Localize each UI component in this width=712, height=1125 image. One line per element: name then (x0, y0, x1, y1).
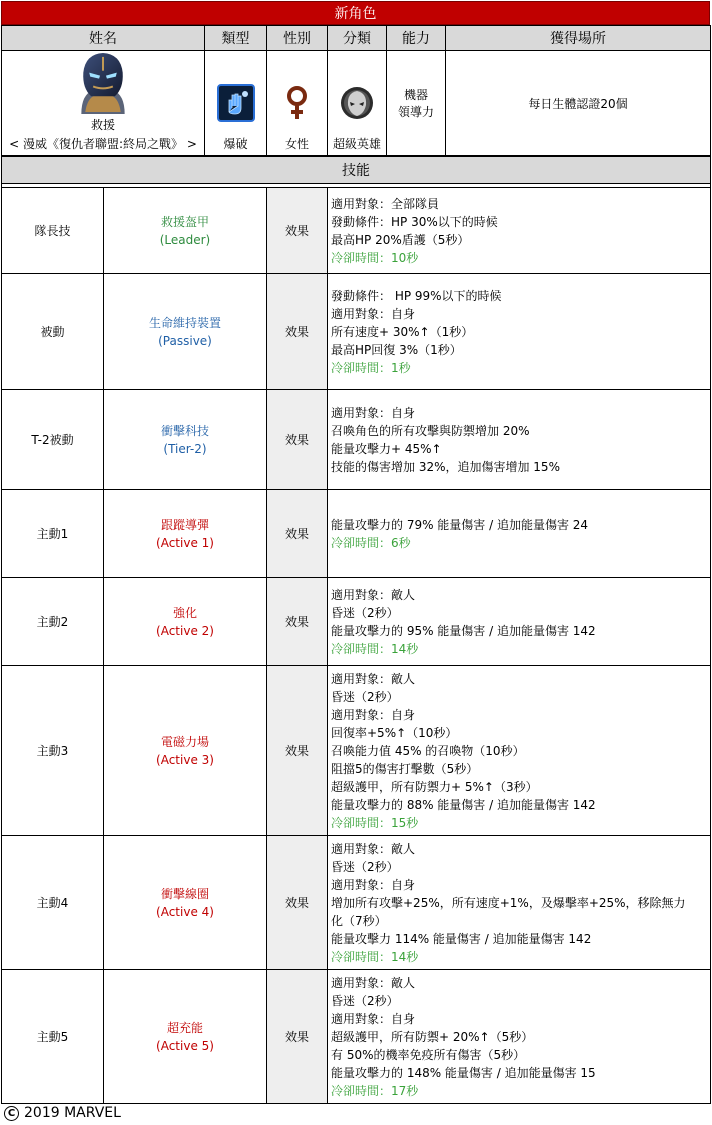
skill-cooldown: 冷卻時間：6秒 (331, 535, 411, 550)
skill-line: 昏迷（2秒） (331, 605, 399, 620)
rescue-helmet-portrait (71, 51, 135, 114)
skill-effect-label: 效果 (267, 390, 328, 490)
character-row (2, 51, 711, 156)
skill-tier: (Active 2) (156, 623, 214, 638)
skill-description (328, 390, 711, 490)
skill-name-cell (104, 970, 267, 1104)
skill-name: 電磁力場 (160, 734, 209, 749)
gender-label: 女性 (284, 137, 309, 151)
skill-row (2, 836, 711, 970)
skill-row (2, 666, 711, 836)
skill-line: 最高HP 20%盾護（5秒） (331, 232, 470, 247)
skill-line: 適用對象：敵人 (331, 975, 416, 990)
skill-line: 能量攻擊力的 88% 能量傷害 / 追加能量傷害 142 (331, 797, 596, 812)
name-cell (2, 51, 205, 156)
skill-line: 適用對象：自身 (331, 306, 416, 321)
skill-effect-label: 效果 (267, 836, 328, 970)
skill-line: 召喚能力值 45% 的召喚物（10秒） (331, 743, 525, 758)
skill-tier: (Leader) (159, 232, 211, 247)
header-type: 類型 (205, 26, 267, 51)
skill-name: 強化 (172, 605, 197, 620)
skill-line: 昏迷（2秒） (331, 993, 399, 1008)
skills-body (2, 188, 711, 1104)
ability-line-1: 機器 (403, 88, 428, 102)
skill-line: 發動條件： HP 99%以下的時候 (331, 288, 502, 303)
skills-table (1, 156, 711, 1104)
skill-name: 救援盔甲 (160, 214, 209, 229)
skill-effect-label: 效果 (267, 578, 328, 666)
skill-effect-label: 效果 (267, 490, 328, 578)
skill-line: 化（7秒） (331, 913, 387, 928)
skill-tier: (Tier-2) (163, 441, 207, 456)
skill-row (2, 490, 711, 578)
skill-kind: 隊長技 (2, 188, 104, 274)
character-sheet (1, 1, 710, 1104)
female-symbol-icon (282, 85, 312, 121)
skill-line: 適用對象：敵人 (331, 587, 416, 602)
skill-kind: 主動2 (2, 578, 104, 666)
skill-description (328, 970, 711, 1104)
skill-cooldown: 冷卻時間：14秒 (331, 949, 419, 964)
skill-line: 回復率+5%↑（10秒） (331, 725, 458, 740)
skill-line: 能量攻擊力 114% 能量傷害 / 追加能量傷害 142 (331, 931, 592, 946)
skill-line: 技能的傷害增加 32%，追加傷害增加 15% (331, 459, 560, 474)
skill-line: 阻擋5的傷害打擊數（5秒） (331, 761, 479, 776)
skill-name-cell (104, 490, 267, 578)
skill-line: 適用對象：自身 (331, 1011, 416, 1026)
ability-line-2: 領導力 (397, 105, 434, 119)
header-category: 分類 (328, 26, 387, 51)
skill-cooldown: 冷卻時間：10秒 (331, 250, 419, 265)
category-cell (328, 51, 387, 156)
skill-line: 昏迷（2秒） (331, 859, 399, 874)
skill-name-cell (104, 390, 267, 490)
skill-name: 超充能 (166, 1020, 203, 1035)
skill-tier: (Passive) (158, 333, 212, 348)
info-table (1, 25, 711, 156)
header-name: 姓名 (2, 26, 205, 51)
header-obtain: 獲得場所 (446, 26, 711, 51)
skill-effect-label: 效果 (267, 274, 328, 390)
skill-kind: T-2被動 (2, 390, 104, 490)
skill-kind: 被動 (2, 274, 104, 390)
skill-line: 增加所有攻擊+25%，所有速度+1%，及爆擊率+25%，移除無力 (331, 895, 686, 910)
skill-name: 跟蹤導彈 (160, 517, 209, 532)
skill-kind: 主動4 (2, 836, 104, 970)
skill-description (328, 188, 711, 274)
category-label: 超級英雄 (332, 137, 381, 151)
skills-title: 技能 (2, 157, 711, 184)
character-name: 救援 (90, 118, 115, 132)
type-label: 爆破 (223, 137, 248, 151)
header-gender: 性別 (267, 26, 328, 51)
skill-line: 能量攻擊力+ 45%↑ (331, 441, 442, 456)
skill-effect-label: 效果 (267, 188, 328, 274)
footer-text: 2019 MARVEL (24, 1105, 121, 1121)
skill-kind: 主動3 (2, 666, 104, 836)
skill-line: 適用對象：全部隊員 (331, 196, 440, 211)
skill-name-cell (104, 274, 267, 390)
skill-row (2, 390, 711, 490)
skill-name-cell (104, 836, 267, 970)
type-cell (205, 51, 267, 156)
skill-tier: (Active 3) (156, 752, 214, 767)
skill-row (2, 970, 711, 1104)
character-source: < 漫威《復仇者聯盟:終局之戰》 > (9, 137, 197, 151)
skill-description (328, 274, 711, 390)
skill-line: 適用對象：自身 (331, 877, 416, 892)
skill-description (328, 666, 711, 836)
skill-kind: 主動1 (2, 490, 104, 578)
skill-tier: (Active 1) (156, 535, 214, 550)
skill-line: 超級護甲，所有防禦+ 20%↑（5秒） (331, 1029, 534, 1044)
skill-effect-label: 效果 (267, 666, 328, 836)
skill-cooldown: 冷卻時間：1秒 (331, 360, 411, 375)
skill-line: 適用對象：自身 (331, 405, 416, 420)
skill-name: 生命維持裝置 (148, 315, 221, 330)
skill-row (2, 578, 711, 666)
skill-line: 昏迷（2秒） (331, 689, 399, 704)
skill-line: 能量攻擊力的 148% 能量傷害 / 追加能量傷害 15 (331, 1065, 596, 1080)
skill-line: 發動條件：HP 30%以下的時候 (331, 214, 498, 229)
skill-cooldown: 冷卻時間：14秒 (331, 641, 419, 656)
skill-tier: (Active 4) (156, 904, 214, 919)
ability-cell (387, 51, 446, 156)
skill-cooldown: 冷卻時間：17秒 (331, 1083, 419, 1098)
skill-name-cell (104, 188, 267, 274)
gender-cell (267, 51, 328, 156)
copyright-footer (4, 1105, 121, 1121)
skill-effect-label: 效果 (267, 970, 328, 1104)
skill-cooldown: 冷卻時間：15秒 (331, 815, 419, 830)
skill-line: 能量攻擊力的 79% 能量傷害 / 追加能量傷害 24 (331, 517, 589, 532)
skill-name-cell (104, 578, 267, 666)
skill-line: 能量攻擊力的 95% 能量傷害 / 追加能量傷害 142 (331, 623, 596, 638)
skill-line: 最高HP回復 3%（1秒） (331, 342, 462, 357)
header-ability: 能力 (387, 26, 446, 51)
hero-mask-icon (339, 85, 375, 121)
skill-line: 超級護甲，所有防禦力+ 5%↑（3秒） (331, 779, 538, 794)
skill-description (328, 836, 711, 970)
skill-line: 適用對象：自身 (331, 707, 416, 722)
skill-row (2, 274, 711, 390)
skill-kind: 主動5 (2, 970, 104, 1104)
skill-line: 適用對象：敵人 (331, 841, 416, 856)
skill-line: 召喚角色的所有攻擊與防禦增加 20% (331, 423, 530, 438)
skill-name: 衝擊科技 (160, 423, 209, 438)
banner-title: 新角色 (1, 1, 710, 25)
skills-title-row (2, 157, 711, 184)
skill-line: 所有速度+ 30%↑（1秒） (331, 324, 474, 339)
skill-row (2, 188, 711, 274)
skill-name-cell (104, 666, 267, 836)
skill-line: 適用對象：敵人 (331, 671, 416, 686)
copyright-icon: C (4, 1106, 19, 1121)
skill-tier: (Active 5) (156, 1038, 214, 1053)
skill-name: 衝擊線圈 (160, 886, 209, 901)
skill-line: 有 50%的機率免疫所有傷害（5秒） (331, 1047, 526, 1062)
skill-description (328, 578, 711, 666)
skill-description (328, 490, 711, 578)
blast-hand-icon (217, 84, 255, 122)
obtain-cell: 每日生體認證20個 (446, 51, 711, 156)
header-row (2, 26, 711, 51)
